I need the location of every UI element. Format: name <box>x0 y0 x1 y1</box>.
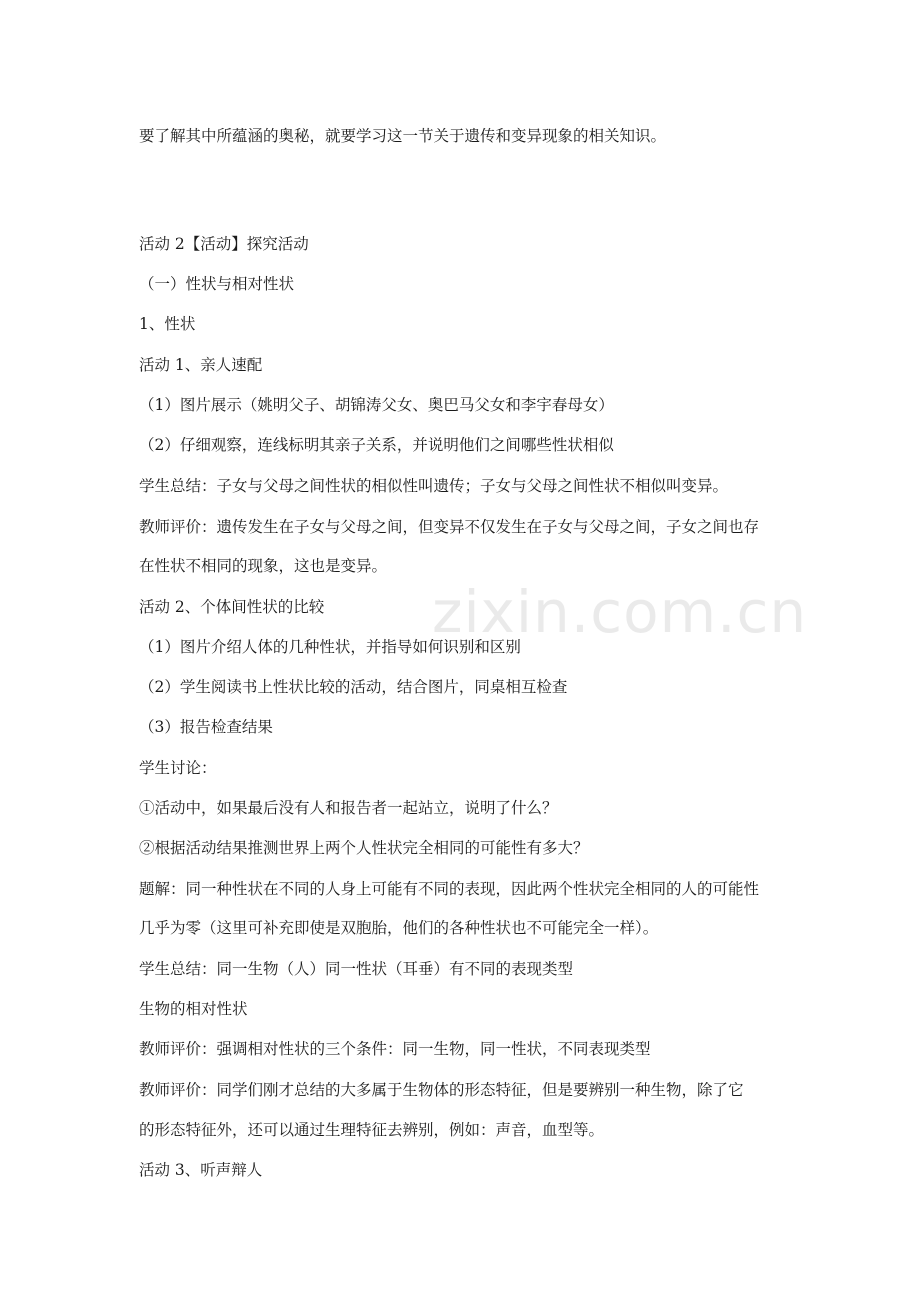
text-line: 几乎为零（这里可补充即使是双胞胎，他们的各种性状也不可能完全一样）。 <box>139 919 659 937</box>
text-line: （1）图片介绍人体的几种性状，并指导如何识别和区别 <box>139 638 521 656</box>
text-line: ①活动中，如果最后没有人和报告者一起站立，说明了什么？ <box>139 799 558 817</box>
text-line: 题解：同一种性状在不同的人身上可能有不同的表现，因此两个性状完全相同的人的可能性 <box>139 880 760 898</box>
watermark: zixin.com.cn <box>432 578 808 646</box>
text-line: 活动 1、亲人速配 <box>139 356 263 374</box>
text-line: 活动 2【活动】探究活动 <box>139 235 309 253</box>
text-line: 教师评价：遗传发生在子女与父母之间，但变异不仅发生在子女与父母之间，子女之间也存 <box>139 518 760 536</box>
text-line: 教师评价：强调相对性状的三个条件：同一生物，同一性状，不同表现类型 <box>139 1040 651 1058</box>
text-line: 活动 2、个体间性状的比较 <box>139 598 325 616</box>
text-line: （1）图片展示（姚明父子、胡锦涛父女、奥巴马父女和李宇春母女） <box>139 396 614 414</box>
text-line: （2）仔细观察，连线标明其亲子关系，并说明他们之间哪些性状相似 <box>139 436 614 454</box>
text-line: 生物的相对性状 <box>139 1000 248 1018</box>
text-line: （3）报告检查结果 <box>139 718 273 736</box>
text-line: 在性状不相同的现象，这也是变异。 <box>139 557 388 575</box>
text-line: 学生讨论： <box>139 759 217 777</box>
text-line: 学生总结：子女与父母之间性状的相似性叫遗传；子女与父母之间性状不相似叫变异。 <box>139 477 729 495</box>
text-line: （一）性状与相对性状 <box>139 275 295 293</box>
text-line: 1、性状 <box>139 315 196 333</box>
text-line: 要了解其中所蕴涵的奥秘，就要学习这一节关于遗传和变异现象的相关知识。 <box>139 127 667 145</box>
text-line: 的形态特征外，还可以通过生理特征去辨别，例如：声音，血型等。 <box>139 1121 605 1139</box>
text-line: 活动 3、听声辩人 <box>139 1161 263 1179</box>
text-line: （2）学生阅读书上性状比较的活动，结合图片，同桌相互检查 <box>139 678 568 696</box>
text-line: 教师评价：同学们刚才总结的大多属于生物体的形态特征，但是要辨别一种生物，除了它 <box>139 1081 744 1099</box>
text-line: ②根据活动结果推测世界上两个人性状完全相同的可能性有多大？ <box>139 839 589 857</box>
text-line: 学生总结：同一生物（人）同一性状（耳垂）有不同的表现类型 <box>139 960 574 978</box>
